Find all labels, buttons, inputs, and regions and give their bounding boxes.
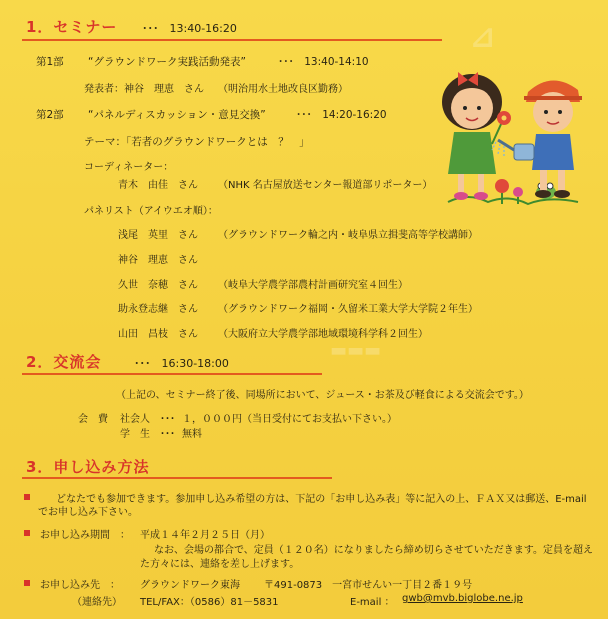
- panelist-name: 久世 奈穂 さん: [118, 280, 198, 291]
- part1-label: 第1部: [36, 56, 64, 68]
- period-note-line1: なお、会場の都合で、定員（１２０名）になりましたら締め切らさせていただきます。定員を超え: [154, 545, 593, 556]
- panelist-org: （岐阜大学農学部農村計画研究室４回生）: [218, 280, 408, 291]
- reception-heading: 2．交流会: [26, 353, 102, 371]
- panelist-name: 神谷 理恵 さん: [118, 255, 198, 266]
- children-watering-illustration: [428, 52, 598, 222]
- panelist-org: （グラウンドワーク福岡・久留米工業大学大学院２年生）: [218, 304, 478, 315]
- panelist-name: 浅尾 英里 さん: [118, 230, 198, 241]
- coordinator-name: 青木 由佳 さん: [118, 180, 198, 191]
- destination-org: グラウンドワーク東海: [140, 580, 240, 591]
- destination-address: 〒491-0873 一宮市せんい一丁目２番１９号: [264, 580, 473, 591]
- panelist-org: （グラウンドワーク輪之内・岐阜県立揖斐高等学校講師）: [218, 230, 478, 241]
- fee-adult-value: １，０００円（当日受付にてお支払い下さい。）: [182, 414, 397, 425]
- period-date: 平成１４年２月２５日（月）: [140, 530, 270, 541]
- bullet-icon: [24, 530, 30, 536]
- part2-label: 第2部: [36, 109, 64, 121]
- email-link[interactable]: gwb@mvb.biglobe.ne.jp: [402, 593, 523, 604]
- application-heading: 3．申し込み方法: [26, 458, 150, 476]
- application-intro-line2: でお申し込み下さい。: [38, 507, 138, 518]
- fee-student-value: 無料: [182, 429, 202, 440]
- coordinator-org: （NHK 名古屋放送センター報道部リポーター）: [218, 180, 433, 191]
- part2-time: ･･･ 14:20-16:20: [296, 109, 387, 121]
- part1-presenter-label: 発表者：: [84, 84, 124, 95]
- show-through-decoration: ⊿: [470, 20, 496, 55]
- show-through-decoration-2: ▬▬▬: [330, 340, 382, 361]
- fee-student-label: 学 生 ･･･: [120, 429, 175, 440]
- panelist-org: （大阪府立大学農学部地域環境科学科２回生）: [218, 329, 428, 340]
- bullet-icon: [24, 494, 30, 500]
- reception-heading-rule: [22, 373, 322, 375]
- panelist-name: 助永登志継 さん: [118, 304, 198, 315]
- part2-title: “パネルディスカッション・意見交換”: [88, 109, 266, 121]
- application-heading-rule: [22, 477, 332, 479]
- seminar-heading: 1．セミナー: [26, 18, 118, 36]
- reception-note: （上記の、セミナー終了後、同場所において、ジュース・お茶及び軽食による交流会です。）: [116, 390, 529, 401]
- part2-theme: テーマ：「若者のグラウンドワークとは ？ 」: [84, 136, 310, 148]
- bullet-icon: [24, 580, 30, 586]
- application-intro-line1: どなたでも参加できます。参加申し込み希望の方は、下記の「お申し込み表」等に記入の上、ＦＡＸ又は郵送、E-mail: [56, 494, 587, 505]
- part1-title: “グラウンドワーク実践活動発表”: [88, 56, 246, 68]
- period-label: お申し込み期間 ：: [40, 530, 130, 541]
- panelist-name: 山田 昌枝 さん: [118, 329, 198, 340]
- period-note-line2: た方々には、連絡を差し上げます。: [140, 559, 300, 570]
- email-label: E-mail ：: [350, 597, 395, 608]
- fee-adult-label: 社会人 ･･･: [120, 414, 175, 425]
- seminar-heading-rule: [22, 39, 442, 41]
- part1-presenter-org: （明治用水土地改良区勤務）: [218, 84, 348, 95]
- coordinator-label: コーディネーター：: [84, 162, 174, 173]
- tel-fax: TEL/FAX：（0586）81－5831: [140, 597, 279, 608]
- contact-label: （連絡先）: [72, 597, 122, 608]
- reception-time: ･･･ 16:30-18:00: [134, 357, 229, 370]
- destination-label: お申し込み先 ：: [40, 580, 120, 591]
- seminar-time: ･･･ 13:40-16:20: [142, 22, 237, 35]
- panelist-label: パネリスト（アイウエオ順）：: [84, 206, 218, 217]
- part1-presenter-name: 神谷 理恵 さん: [124, 84, 204, 95]
- part1-time: ･･･ 13:40-14:10: [278, 56, 369, 68]
- fee-label: 会 費: [78, 414, 108, 425]
